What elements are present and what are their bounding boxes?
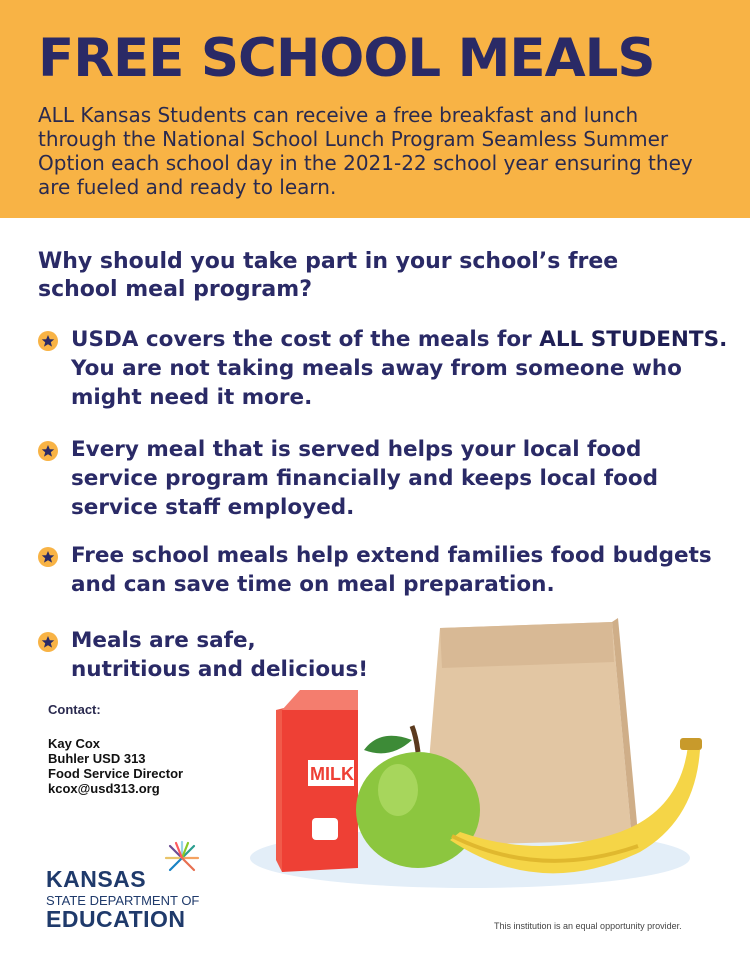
ksde-logo [46,840,211,930]
star-icon [38,331,58,351]
lunch-illustration [240,610,720,910]
bullet-text: Meals are safe, nutritious and delicious! [71,628,369,682]
intro-text: ALL Kansas Students can receive a free breakfast and lunch through the National School Lunch Program Seamless Summer Option each school day in the 2021-22 school year ensuring they are fueled and ready to learn. [38,103,693,199]
milk-label: MILK [310,764,354,784]
page-title: FREE SCHOOL MEALS [38,28,655,89]
bullet-emphasis: ALL STUDENTS. [539,327,728,352]
contact-org: Buhler USD 313 [48,751,146,766]
milk-carton-icon [276,690,358,872]
contact-block [48,736,183,796]
bullet-text: Free school meals help extend families food budgets and can save time on meal preparation. [71,543,712,597]
star-icon [38,441,58,461]
contact-role: Food Service Director [48,766,184,781]
bullet-item-budgets [38,541,728,599]
bullet-text: Every meal that is served helps your local food service program financially and keeps local food service staff employed. [71,437,659,520]
bullet-text [71,325,728,412]
bullet-text-part: You are not taking meals away from someone who might need it more. [71,356,682,410]
starburst-icon [164,840,200,876]
bullet-text-part: USDA covers the cost of the meals for [71,327,540,352]
contact-heading: Contact: [48,702,101,717]
logo-line-education: EDUCATION [46,906,186,932]
contact-name: Kay Cox [48,736,101,751]
contact-email: kcox@usd313.org [48,781,160,796]
bullet-item-usda [38,325,728,412]
question-heading: Why should you take part in your school’s free school meal program? [38,249,619,302]
star-icon [38,547,58,567]
logo-line-department: STATE DEPARTMENT OF [46,893,200,908]
star-icon [38,632,58,652]
header-banner [0,0,750,218]
logo-line-kansas: KANSAS [46,866,147,892]
equal-opportunity-note: This institution is an equal opportunity provider. [494,921,682,931]
bullet-item-financial [38,435,728,522]
